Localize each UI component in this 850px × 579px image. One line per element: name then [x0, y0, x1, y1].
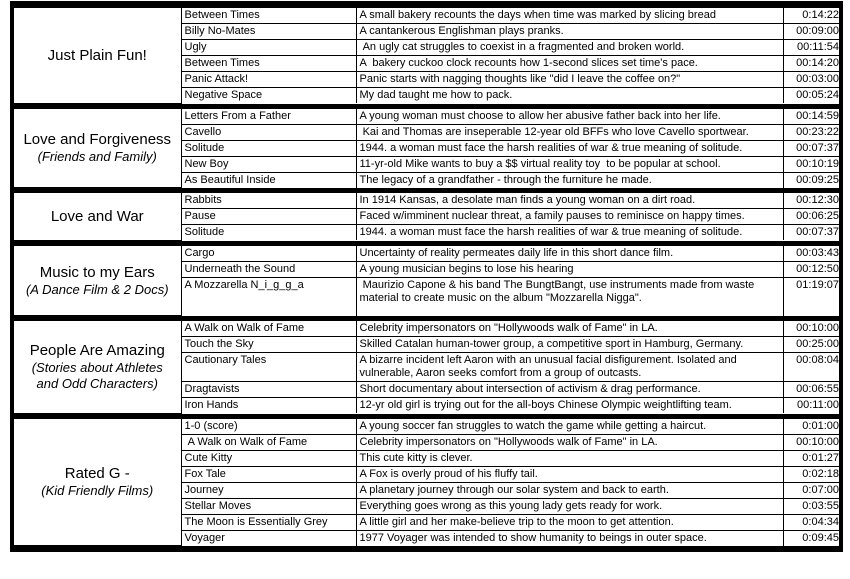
film-title: Panic Attack! — [181, 72, 356, 88]
film-duration: 00:25:00 — [783, 337, 843, 353]
film-title: Ugly — [181, 40, 356, 56]
film-title: Negative Space — [181, 88, 356, 104]
category-title: Music to my Ears — [39, 263, 155, 281]
film-duration: 00:07:37 — [783, 140, 843, 156]
film-title: Cute Kitty — [181, 450, 356, 466]
category-subtitle: (A Dance Film & 2 Docs) — [25, 281, 169, 297]
film-duration: 00:06:25 — [783, 209, 843, 225]
film-row — [14, 419, 843, 435]
category-subtitle: (Kid Friendly Films) — [41, 483, 154, 499]
film-duration: 00:11:00 — [783, 398, 843, 414]
category-section — [14, 246, 839, 322]
film-title: Stellar Moves — [181, 498, 356, 514]
film-duration: 00:12:50 — [783, 261, 843, 277]
film-description: A Fox is overly proud of his fluffy tail. — [356, 466, 783, 482]
film-description: A bizarre incident left Aaron with an unusual facial disfigurement. Isolated and vulnerable, Aaron seeks comfort from a group of outcasts. — [356, 353, 783, 382]
category-subtitle: (Friends and Family) — [37, 149, 157, 165]
film-description: 1944. a woman must face the harsh realities of war & true meaning of solitude. — [356, 140, 783, 156]
film-description: A cantankerous Englishman plays pranks. — [356, 24, 783, 40]
film-title: Solitude — [181, 140, 356, 156]
film-description: 11-yr-old Mike wants to buy a $$ virtual reality toy to be popular at school. — [356, 156, 783, 172]
film-title: Voyager — [181, 530, 356, 546]
category-title: Just Plain Fun! — [47, 46, 147, 64]
film-description: Celebrity impersonators on "Hollywoods walk of Fame" in LA. — [356, 321, 783, 337]
film-title: Rabbits — [181, 193, 356, 209]
film-duration: 00:14:20 — [783, 56, 843, 72]
film-title: A Walk on Walk of Fame — [181, 434, 356, 450]
film-duration: 00:11:54 — [783, 40, 843, 56]
film-title: Cargo — [181, 246, 356, 262]
film-duration: 00:14:59 — [783, 109, 843, 125]
film-description: 12-yr old girl is trying out for the all-boys Chinese Olympic weightlifting team. — [356, 398, 783, 414]
film-duration: 0:01:00 — [783, 419, 843, 435]
film-duration: 0:01:27 — [783, 450, 843, 466]
film-description: Skilled Catalan human-tower group, a competitive sport in Hamburg, Germany. — [356, 337, 783, 353]
film-duration: 00:03:43 — [783, 246, 843, 262]
film-row — [14, 8, 843, 24]
film-description: A little girl and her make-believe trip to the moon to get attention. — [356, 514, 783, 530]
film-title: Between Times — [181, 8, 356, 24]
category-title: Rated G - — [64, 465, 130, 483]
film-description: 1977 Voyager was intended to show humanity to beings in outer space. — [356, 530, 783, 546]
film-duration: 00:09:25 — [783, 172, 843, 188]
category-section — [14, 109, 839, 194]
film-description: 1944. a woman must face the harsh realities of war & true meaning of solitude. — [356, 225, 783, 241]
film-duration: 0:07:00 — [783, 482, 843, 498]
film-title: Pause — [181, 209, 356, 225]
film-duration: 00:06:55 — [783, 382, 843, 398]
film-description: Panic starts with nagging thoughts like "did I leave the coffee on?" — [356, 72, 783, 88]
film-description: A young musician begins to lose his hearing — [356, 261, 783, 277]
category-section — [14, 321, 839, 419]
category-title: Love and War — [50, 207, 144, 225]
film-title: The Moon is Essentially Grey — [181, 514, 356, 530]
film-description: Everything goes wrong as this young lady gets ready for work. — [356, 498, 783, 514]
film-description: The legacy of a grandfather - through the furniture he made. — [356, 172, 783, 188]
film-duration: 0:02:18 — [783, 466, 843, 482]
film-title: Touch the Sky — [181, 337, 356, 353]
film-duration: 0:09:45 — [783, 530, 843, 546]
film-description: In 1914 Kansas, a desolate man finds a young woman on a dirt road. — [356, 193, 783, 209]
category-cell — [14, 109, 181, 188]
film-title: Between Times — [181, 56, 356, 72]
film-duration: 00:10:00 — [783, 321, 843, 337]
category-cell — [14, 419, 181, 546]
category-section — [14, 419, 839, 547]
film-description: A young soccer fan struggles to watch the game while getting a haircut. — [356, 419, 783, 435]
category-cell — [14, 8, 181, 103]
film-title: Cavello — [181, 124, 356, 140]
film-title: Iron Hands — [181, 398, 356, 414]
category-title: Love and Forgiveness — [23, 131, 172, 149]
film-description: Uncertainty of reality permeates daily life in this short dance film. — [356, 246, 783, 262]
film-duration: 00:12:30 — [783, 193, 843, 209]
film-description: Kai and Thomas are inseperable 12-year old BFFs who love Cavello sportwear. — [356, 124, 783, 140]
film-description: This cute kitty is clever. — [356, 450, 783, 466]
category-cell — [14, 193, 181, 240]
film-duration: 0:04:34 — [783, 514, 843, 530]
film-duration: 00:05:24 — [783, 88, 843, 104]
film-duration: 00:03:00 — [783, 72, 843, 88]
film-duration: 00:09:00 — [783, 24, 843, 40]
film-row — [14, 321, 843, 337]
category-subtitle: (Stories about Athletes and Odd Characters) — [31, 360, 163, 392]
film-duration: 00:10:19 — [783, 156, 843, 172]
category-title: People Are Amazing — [29, 342, 165, 360]
film-description: A young woman must choose to allow her abusive father back into her life. — [356, 109, 783, 125]
category-cell — [14, 321, 181, 413]
film-duration: 00:08:04 — [783, 353, 843, 382]
film-title: Billy No-Mates — [181, 24, 356, 40]
film-row — [14, 193, 843, 209]
film-row — [14, 246, 843, 262]
film-title: 1-0 (score) — [181, 419, 356, 435]
category-cell — [14, 246, 181, 316]
film-title: New Boy — [181, 156, 356, 172]
category-section — [14, 193, 839, 246]
film-duration: 0:14:22 — [783, 8, 843, 24]
film-title: Journey — [181, 482, 356, 498]
film-title: Underneath the Sound — [181, 261, 356, 277]
film-title: Dragtavists — [181, 382, 356, 398]
film-description: A bakery cuckoo clock recounts how 1-second slices set time's pace. — [356, 56, 783, 72]
film-description: A planetary journey through our solar system and back to earth. — [356, 482, 783, 498]
film-description: A small bakery recounts the days when time was marked by slicing bread — [356, 8, 783, 24]
film-duration: 01:19:07 — [783, 277, 843, 316]
film-row — [14, 109, 843, 125]
film-description: Faced w/imminent nuclear threat, a family pauses to reminisce on happy times. — [356, 209, 783, 225]
film-title: Cautionary Tales — [181, 353, 356, 382]
film-description: Maurizio Capone & his band The BungtBangt, use instruments made from waste material to create music on the album "Mozzarella Nigga". — [356, 277, 783, 316]
film-duration: 00:10:00 — [783, 434, 843, 450]
film-title: Letters From a Father — [181, 109, 356, 125]
film-title: A Mozzarella N_i_g_g_a — [181, 277, 356, 316]
film-description: Short documentary about intersection of activism & drag performance. — [356, 382, 783, 398]
film-duration: 00:07:37 — [783, 225, 843, 241]
film-title: Fox Tale — [181, 466, 356, 482]
film-duration: 00:23:22 — [783, 124, 843, 140]
film-description: Celebrity impersonators on "Hollywoods walk of Fame" in LA. — [356, 434, 783, 450]
category-section — [14, 8, 839, 109]
film-description: An ugly cat struggles to coexist in a fragmented and broken world. — [356, 40, 783, 56]
film-description: My dad taught me how to pack. — [356, 88, 783, 104]
film-title: A Walk on Walk of Fame — [181, 321, 356, 337]
film-title: As Beautiful Inside — [181, 172, 356, 188]
film-duration: 0:03:55 — [783, 498, 843, 514]
film-program-table — [10, 1, 843, 552]
film-title: Solitude — [181, 225, 356, 241]
